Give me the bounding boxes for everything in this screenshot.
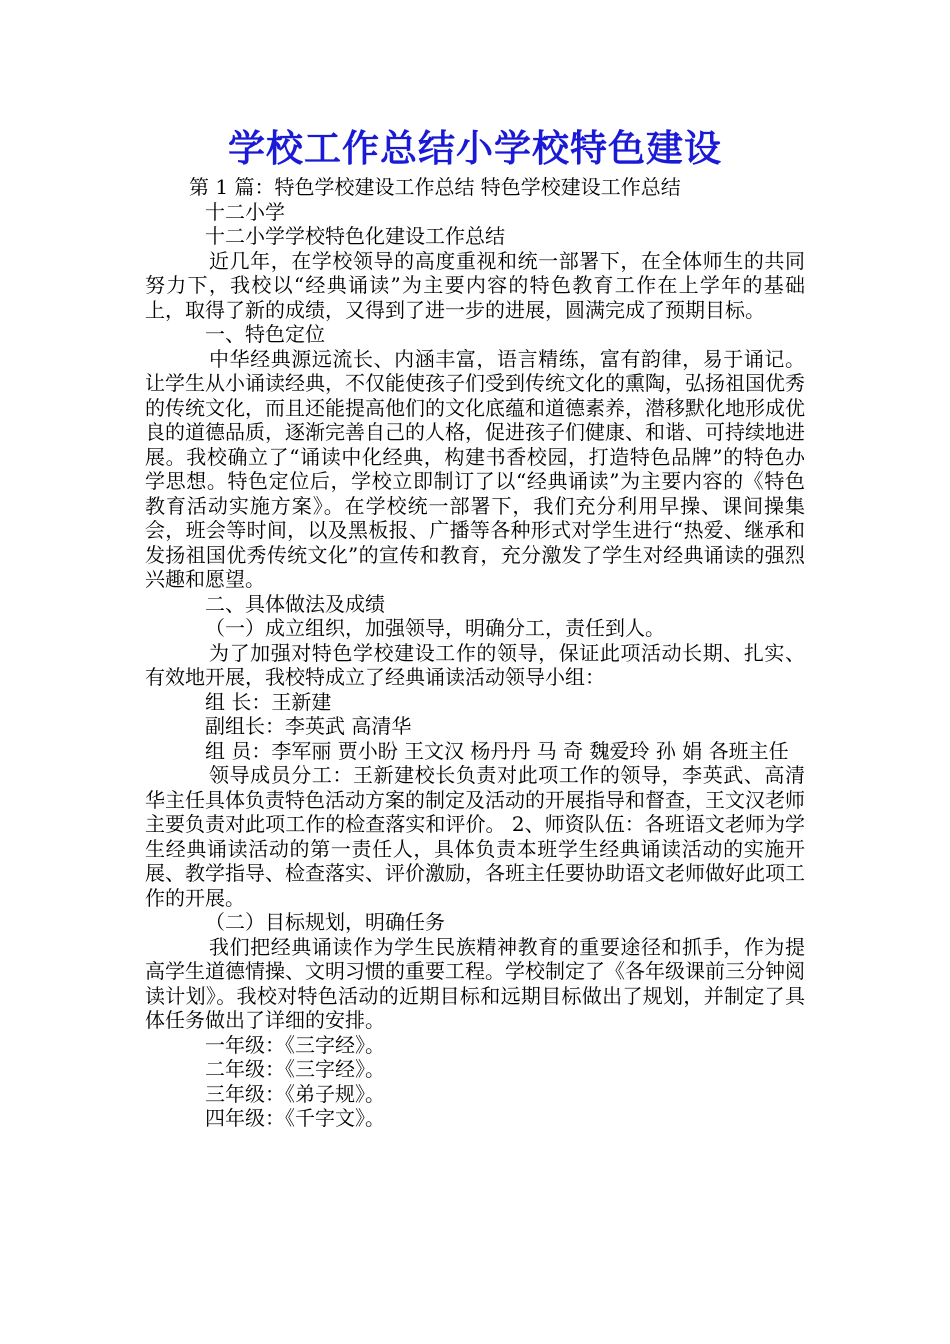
section-heading-1: 一、特色定位 [205, 322, 325, 346]
team-leader-line: 组 长：王新建 [205, 689, 332, 714]
positioning-paragraph: 中华经典源远流长、内涵丰富，语言精练，富有韵律，易于诵记。让学生从小诵读经典，不仅能使孩子们受到传统文化的熏陶，弘扬祖国优秀的传统文化，而且还能提高他们的文化底蕴和道德素养，潜移默化地形成优良的道德品质，逐渐完善自己的人格，促进孩子们健康、和谐、可持续地进展。我校确立了“诵读中化经典，构建书香校园，打造特色品牌”的特色办学思想。特色定位后，学校立即制订了以“经典诵读”为主要内容的《特色教育活动实施方案》。在学校统一部署下，我们充分利用早操、课间操集会，班会等时间，以及黑板报、广播等各种形式对学生进行“热爱、继承和发扬祖国优秀传统文化”的宣传和教育，充分激发了学生对经典诵读的强烈兴趣和愿望。 [145, 346, 805, 591]
team-members-line: 组 员：李军丽 贾小盼 王文汉 杨丹丹 马 奇 魏爱玲 孙 娟 各班主任 [205, 738, 789, 763]
responsibility-paragraph: 领导成员分工：王新建校长负责对此项工作的领导，李英武、高清华主任具体负责特色活动方案的制定及活动的开展指导和督查，王文汉老师主要负责对此项工作的检查落实和评价。 2、师资队伍：各班语文老师为学生经典诵读活动的第一责任人，具体负责本班学生经典诵读活动的实施开展、教学指导、检查落实、评价激励，各班主任要协助语文老师做好此项工作的开展。 [145, 763, 805, 910]
document-subtitle: 第 1 篇：特色学校建设工作总结 特色学校建设工作总结 [189, 175, 681, 199]
school-name-line: 十二小学 [205, 199, 285, 224]
document-body [145, 124, 805, 1131]
report-heading: 十二小学学校特色化建设工作总结 [205, 224, 505, 248]
grade-4-line: 四年级：《千字文》。 [205, 1106, 385, 1130]
document-title: 学校工作总结小学校特色建设 [228, 127, 722, 170]
deputy-leader-line: 副组长：李英武 高清华 [205, 714, 412, 738]
grade-2-line: 二年级：《三字经》。 [205, 1057, 385, 1081]
planning-paragraph: 我们把经典诵读作为学生民族精神教育的重要途径和抓手，作为提高学生道德情操、文明习惯的重要工程。学校制定了《各年级课前三分钟阅读计划》。我校对特色活动的近期目标和远期目标做出了规划，并制定了具体任务做出了详细的安排。 [145, 934, 805, 1032]
subsection-heading-1: （一）成立组织，加强领导，明确分工，责任到人。 [205, 616, 665, 640]
intro-paragraph: 近几年，在学校领导的高度重视和统一部署下，在全体师生的共同努力下，我校以“经典诵读”为主要内容的特色教育工作在上学年的基础上，取得了新的成绩，又得到了进一步的进展，圆满完成了预期目标。 [145, 248, 805, 322]
grade-1-line: 一年级：《三字经》。 [205, 1032, 385, 1057]
section-heading-2: 二、具体做法及成绩 [205, 591, 385, 616]
grade-3-line: 三年级：《弟子规》。 [205, 1081, 385, 1106]
organization-paragraph: 为了加强对特色学校建设工作的领导，保证此项活动长期、扎实、有效地开展，我校特成立了经典诵读活动领导小组： [145, 640, 805, 689]
subsection-heading-2: （二）目标规划，明确任务 [205, 910, 445, 934]
